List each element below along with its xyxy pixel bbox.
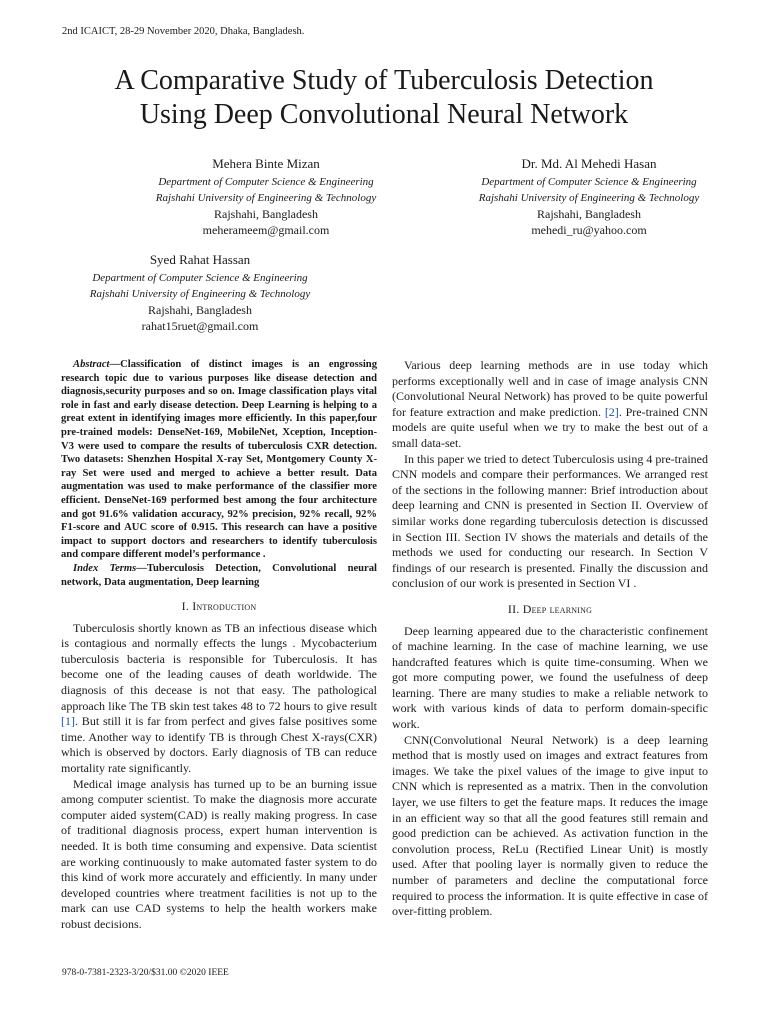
abstract [61,358,377,562]
author-block-1 [96,156,436,238]
right-paragraph-2: In this paper we tried to detect Tuberculosis using 4 pre-trained CNN models and compare their performances. We arranged rest of the sections in the following manner: Brief introduction about deep learning and CNN is presented in Section II. Overview of similar works done regarding tuberculosis detection is discussed in Section III. Section IV shows the materials and details of the methods we used for conducting our research. In Section V findings of our research is presented. Finally the discussion and conclusion of our work is presented in Section VI . [392,451,708,591]
author-block-2 [419,156,759,238]
author-name: Mehera Binte Mizan [212,156,320,171]
intro-text: . But still it is far from perfect and gives false positives some time. Another way to identify TB is through Chest X-rays(CXR) which is observed by doctors. Early diagnosis of TB can reduce mortality rate significantly. [61,714,377,776]
author-location: Rajshahi, Bangladesh [537,207,641,221]
author-block-3 [30,252,370,334]
author-university: Rajshahi University of Engineering & Technology [89,288,311,300]
section-heading-deep-learning: II. Deep learning [507,601,593,616]
title-line-1: A Comparative Study of Tuberculosis Detection [114,65,654,96]
body-text: . Pre-trained CNN models are quite useful when we try to make the best out of a small data-set. [392,404,708,450]
index-terms [61,562,377,589]
conference-header: 2nd ICAICT, 28-29 November 2020, Dhaka, Bangladesh. [62,26,305,37]
paper-title [40,64,728,132]
author-location: Rajshahi, Bangladesh [148,303,252,317]
author-email: meherameem@gmail.com [202,223,330,237]
section-heading-introduction: I. Introduction [181,599,257,614]
abstract-text: —Classification of distinct images is an engrossing research topic due to various purposes like disease detection and diagnosis,security purposes and so on. Image classification plays vital role in fast and early disease detection. Deep Learning is helping to a great extent in identifying images more efficiently. In this paper,four pre-trained models: DenseNet-169, MobileNet, Xception, Inception-V3 were used to compare the results of tuberculosis CXR detection. Two datasets: Shenzhen Hospital X-ray Set, Montgomery County X-ray Set were used and merged to achieve a better result. Data augmentation was used to make performance of the classifier more efficient. DenseNet-169 performed best among the four architecture and got 91.6% validation accuracy, 92% precision, 92% recall, 92% F1-score and AUC score of 0.915. This research can have a positive impact to support doctors and researchers to identify tuberculosis and compare different model’s performance . [61,359,377,561]
author-department: Department of Computer Science & Engineering [92,272,308,284]
author-email: rahat15ruet@gmail.com [141,319,259,333]
title-line-2: Using Deep Convolutional Neural Network [139,99,629,130]
author-university: Rajshahi University of Engineering & Technology [478,192,700,204]
intro-paragraph-2: Medical image analysis has turned up to be an burning issue among computer scientist. To make the diagnosis more accurate computer aided system(CAD) is really making progress. In case of traditional diagnosis process, expert human intervention is needed. It is both time consuming and expensive. Data scientist are working continuously to make automated faster system to do this kind of work more accurately and efficiently. In many under developed countries where treatment facilities is not up to the mark can use CAD systems to help the health workers make robust decisions. [61,776,377,931]
author-email: mehedi_ru@yahoo.com [531,223,647,237]
intro-paragraph-1 [61,621,377,777]
index-terms-text: —Tuberculosis Detection, Convolutional neural network, Data augmentation, Deep learning [61,562,377,588]
author-department: Department of Computer Science & Engineering [158,176,374,188]
author-name: Syed Rahat Hassan [149,252,251,267]
abstract-label: Abstract [73,359,110,370]
copyright-footer: 978-0-7381-2323-3/20/$31.00 ©2020 IEEE [62,968,229,978]
author-name: Dr. Md. Al Mehedi Hasan [521,156,657,171]
intro-text: Tuberculosis shortly known as TB an infectious disease which is contagious and normally effects the lungs . Mycobacterium tuberculosis bacteria is responsible for Tuberculosis. It has become one of the leading causes of death worldwide. The diagnosis of this decease is not that easy. The pathological approach like The TB skin test takes 48 to 72 hours to give result [61,620,377,713]
deep-learning-paragraph-1: Deep learning appeared due to the characteristic confinement of machine learning. In the case of machine learning, we use handcrafted features which is quite time-consuming. When we got more computing power, we found the usefulness of deep learning. There are many studies to make a reliable network to work with various kinds of data to perform domain-specific work. [392,623,708,732]
right-paragraph-1 [392,358,708,452]
author-location: Rajshahi, Bangladesh [214,207,318,221]
author-department: Department of Computer Science & Engineering [481,176,697,188]
index-terms-label: Index Terms [73,562,137,574]
body-text: Various deep learning methods are in use today which performs exceptionally well and in case of image analysis CNN (Convolutional Neural Network) has proved to be quite powerful for feature extraction and make prediction. [392,358,708,419]
deep-learning-paragraph-2: CNN(Convolutional Neural Network) is a deep learning method that is mostly used on images and extract features from images. We take the pixel values of the image to give input to CNN which is represented as a matrix. Then in the convolution layer, we use filters to get the feature maps. It reduces the image in an efficient way so that all the good features still remain and good prediction can be achieved. As activation function in the convolution process, ReLu (Rectified Linear Unit) is mostly used. After that pooling layer is normally given to reduce the number of parameters and decline the computational force required to process the information. It is quite effective in case of over-fitting problem. [392,732,708,919]
left-column [61,358,377,933]
citation-link[interactable]: [2] [604,404,619,419]
author-university: Rajshahi University of Engineering & Technology [155,192,377,204]
right-column [392,358,708,920]
citation-link[interactable]: [1] [61,714,75,729]
